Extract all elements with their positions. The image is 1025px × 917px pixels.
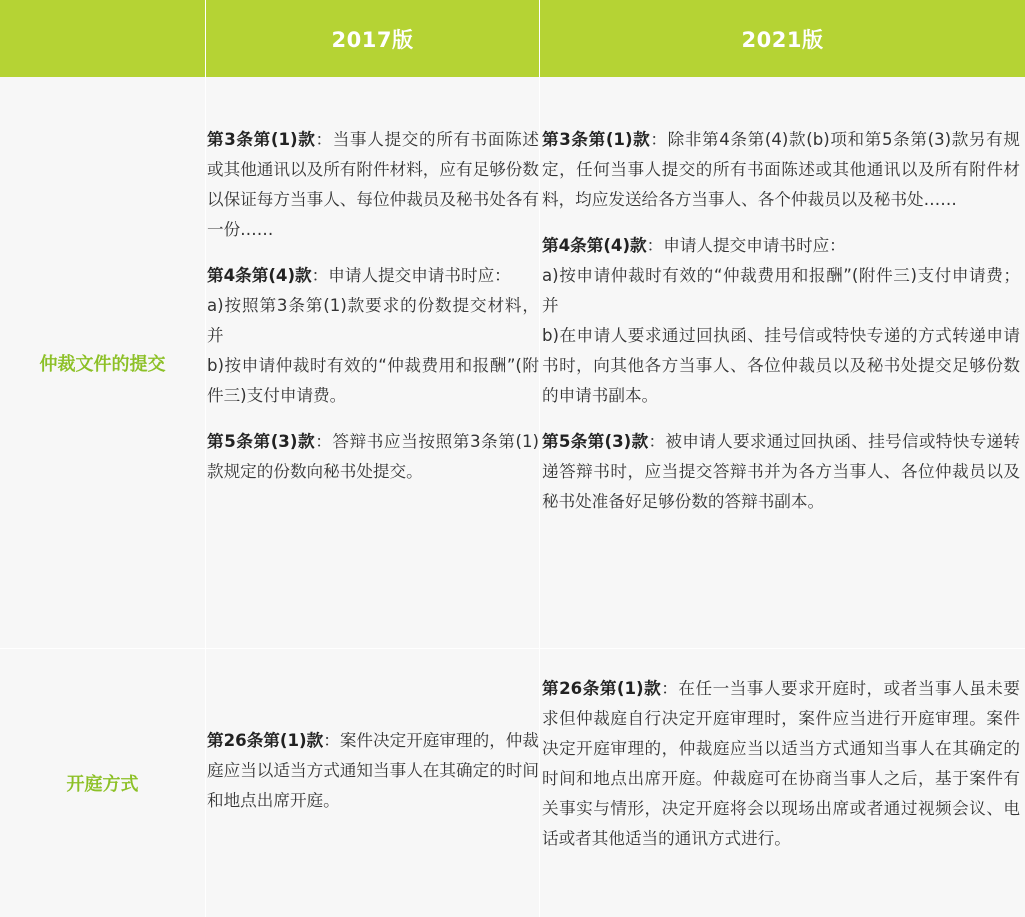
cell-2017: [207, 125, 539, 487]
article-ref: 第26条第(1)款: [542, 679, 662, 698]
header-2017: 2017版: [331, 27, 414, 52]
article-paragraph: [542, 125, 1020, 215]
cell-2021: [542, 125, 1020, 517]
table-row-hearing: [0, 649, 1025, 917]
article-paragraph: [207, 427, 539, 487]
article-ref: 第3条第(1)款: [207, 130, 316, 149]
article-paragraph: [542, 674, 1020, 854]
article-ref: 第3条第(1)款: [542, 130, 651, 149]
article-item: b)按申请仲裁时有效的“仲裁费用和报酬”(附件三)支付申请费。: [207, 356, 539, 405]
article-ref: 第26条第(1)款: [207, 731, 324, 750]
article-paragraph: [207, 125, 539, 245]
table-header: [0, 0, 1025, 77]
article-paragraph: [207, 261, 539, 411]
cell-2017: [207, 726, 539, 816]
article-paragraph: [542, 427, 1020, 517]
article-ref: 第4条第(4)款: [207, 266, 312, 285]
article-ref: 第5条第(3)款: [542, 432, 649, 451]
row-label: 开庭方式: [66, 774, 139, 795]
article-ref: 第5条第(3)款: [207, 432, 316, 451]
article-paragraph: [207, 726, 539, 816]
article-text: ：在任一当事人要求开庭时，或者当事人虽未要求但仲裁庭自行决定开庭审理时，案件应当进行开庭审理。案件决定开庭审理的，仲裁庭应当以适当方式通知当事人在其确定的时间和地点出席开庭。仲裁庭可在协商当事人之后，基于案件有关事实与情形，决定开庭将会以现场出席或者通过视频会议、电话或者其他适当的通讯方式进行。: [542, 679, 1020, 848]
row-label: 仲裁文件的提交: [39, 353, 166, 375]
article-item: a)按申请仲裁时有效的“仲裁费用和报酬”(附件三)支付申请费；并: [542, 266, 1020, 315]
article-text: ：被申请人要求通过回执函、挂号信或特快专递转递答辩书时，应当提交答辩书并为各方当事人、各位仲裁员以及秘书处准备好足够份数的答辩书副本。: [542, 432, 1020, 511]
article-ref: 第4条第(4)款: [542, 236, 647, 255]
cell-2021: [542, 674, 1020, 854]
article-text: ：申请人提交申请书时应：: [311, 266, 511, 285]
article-text: ：当事人提交的所有书面陈述或其他通讯以及所有附件材料，应有足够份数以保证每方当事人、每位仲裁员及秘书处各有一份……: [207, 130, 539, 239]
header-blank-cell: [0, 0, 205, 77]
article-item: b)在申请人要求通过回执函、挂号信或特快专递的方式转递申请书时，向其他各方当事人、各位仲裁员以及秘书处提交足够份数的申请书副本。: [542, 326, 1020, 405]
table-row-submission: [0, 77, 1025, 648]
article-item: a)按照第3条第(1)款要求的份数提交材料，并: [207, 296, 539, 345]
article-paragraph: [542, 231, 1020, 411]
article-text: ：案件决定开庭审理的，仲裁庭应当以适当方式通知当事人在其确定的时间和地点出席开庭。: [207, 731, 539, 810]
header-2021: 2021版: [741, 27, 824, 52]
article-text: ：申请人提交申请书时应：: [646, 236, 846, 255]
article-text: ：除非第4条第(4)款(b)项和第5条第(3)款另有规定，任何当事人提交的所有书面陈述或其他通讯以及所有附件材料，均应发送给各方当事人、各个仲裁员以及秘书处……: [542, 130, 1020, 209]
article-text: ：答辩书应当按照第3条第(1)款规定的份数向秘书处提交。: [207, 432, 540, 481]
